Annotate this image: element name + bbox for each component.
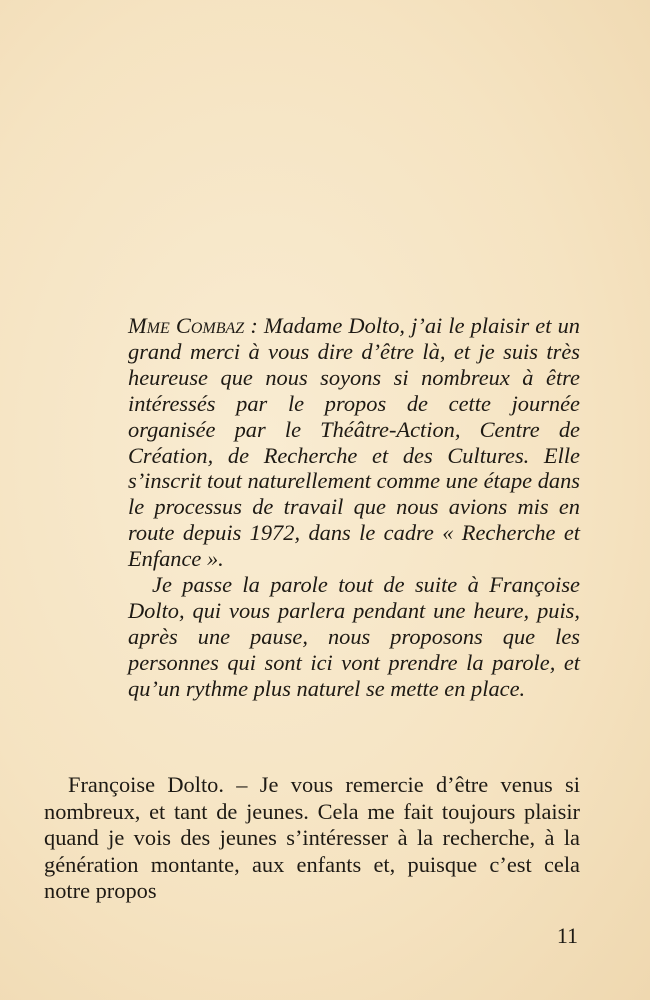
intro-paragraph-1 [128,313,580,572]
speaker-separator: : [244,313,264,338]
body-paragraph: Françoise Dolto. – Je vous remercie d’être venus si nombreux, et tant de jeunes. Cela me fait toujours plaisir quand je vois des jeunes s’intéresser à la recherche, à la génération montante, aux enfants et, puisque c’est cela notre propos [44,772,580,903]
intro-italic-block [128,313,580,702]
speaker-name: Mme Combaz [128,313,245,338]
body-text-block [44,772,580,905]
intro-paragraph-2: Je passe la parole tout de suite à Françoise Dolto, qui vous parlera pendant une heure, puis, après une pause, nous proposons que les personnes qui sont ici vont prendre la parole, et qu’un rythme plus naturel se mette en place. [128,572,580,701]
intro-paragraph-1-text: Madame Dolto, j’ai le plaisir et un grand merci à vous dire d’être là, et je suis très heureuse que nous soyons si nombreux à être intéressés par le propos de cette journée organisée par le Théâtre-Action, Centre de Création, de Recherche et des Cultures. Elle s’inscrit tout naturellement comme une étape dans le processus de travail que nous avions mis en route depuis 1972, dans le cadre « Recherche et Enfance ». [128,313,580,572]
page-number: 11 [556,923,578,948]
